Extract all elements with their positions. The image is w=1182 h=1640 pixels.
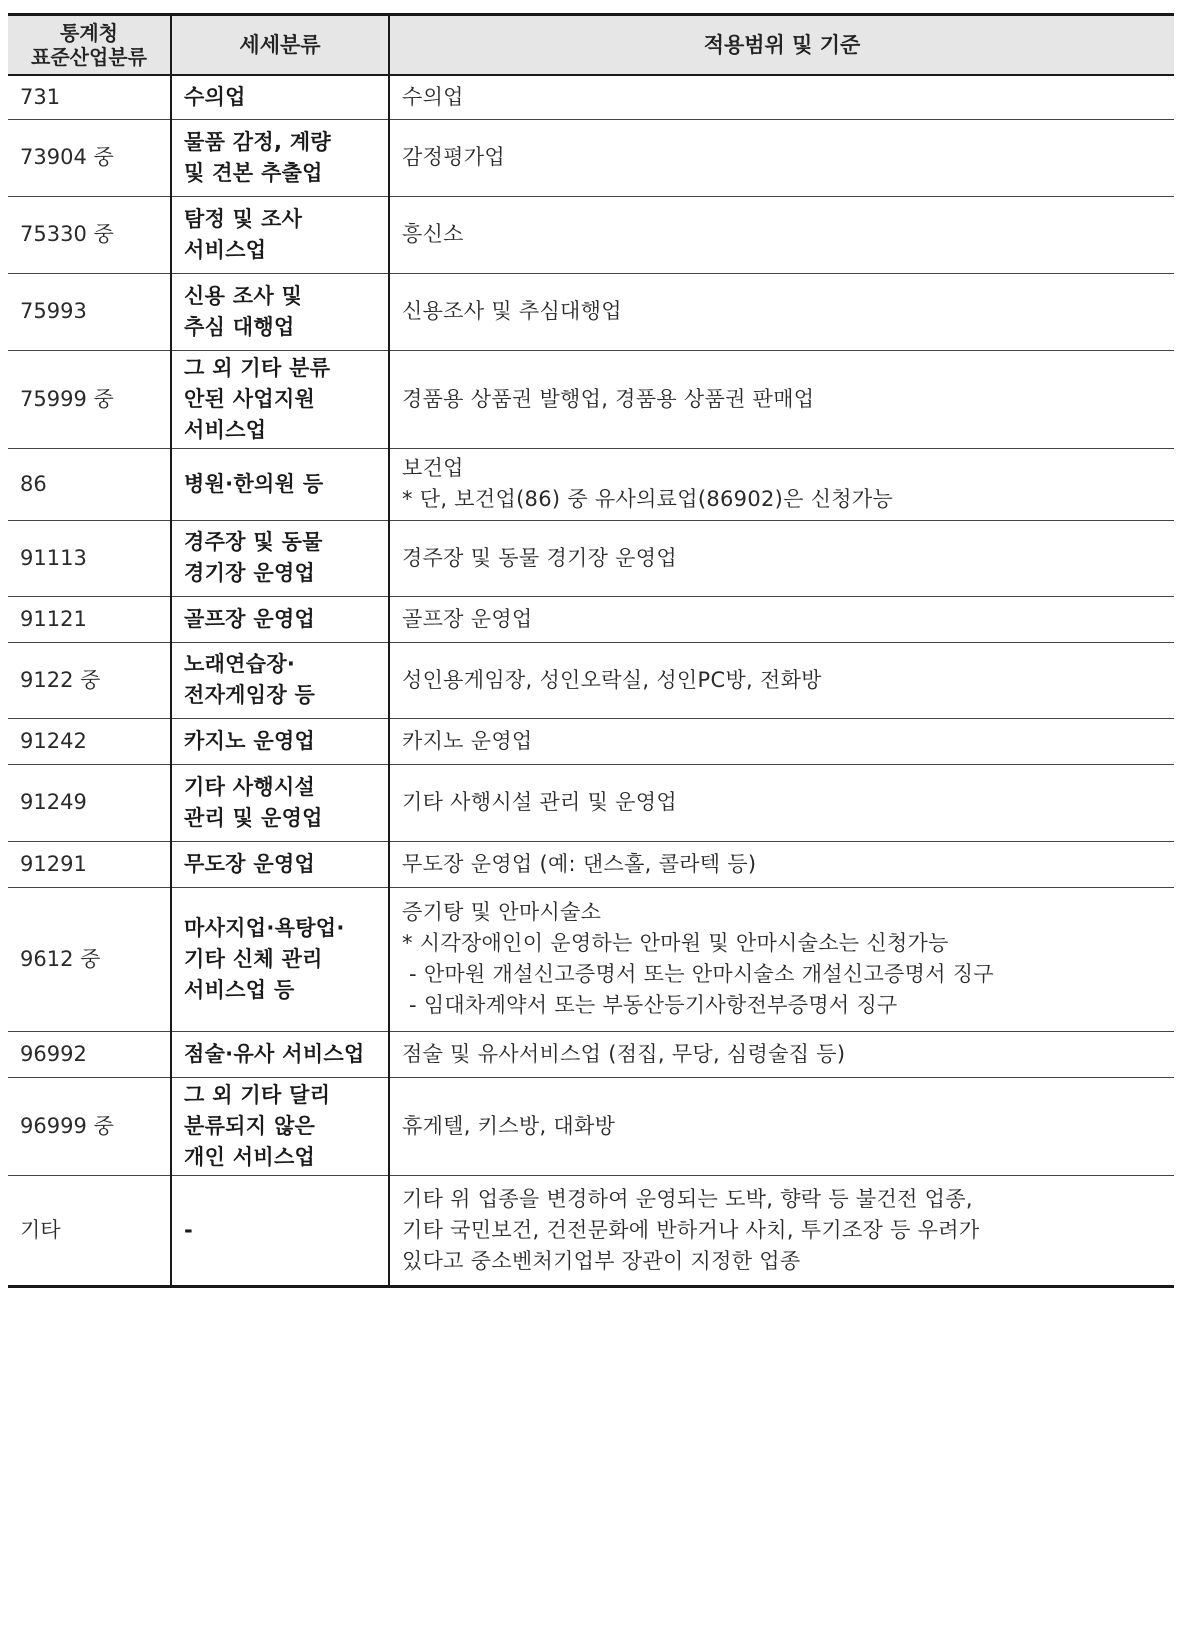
scope-line: 보건업 bbox=[402, 456, 464, 480]
subclass-line: 서비스업 bbox=[184, 237, 267, 262]
industry-code-cell: 9122 중 bbox=[8, 642, 171, 718]
scope-criteria-cell bbox=[389, 596, 1174, 642]
table-row bbox=[8, 350, 1174, 448]
scope-line: 휴게텔, 키스방, 대화방 bbox=[402, 1113, 616, 1138]
table-row bbox=[8, 119, 1174, 196]
scope-criteria-cell bbox=[389, 1031, 1174, 1077]
subclass-cell bbox=[171, 273, 389, 350]
scope-criteria-cell bbox=[389, 764, 1174, 841]
subclass-line: 분류되지 않은 bbox=[184, 1113, 316, 1138]
scope-line: - 임대차계약서 또는 부동산등기사항전부증명서 징구 bbox=[402, 993, 898, 1017]
scope-criteria-cell bbox=[389, 642, 1174, 718]
header-standard-industry-classification bbox=[8, 15, 171, 76]
scope-line: 수의업 bbox=[402, 84, 464, 109]
scope-criteria-cell bbox=[389, 1175, 1174, 1286]
industry-code-cell: 75330 중 bbox=[8, 196, 171, 273]
subclass-cell bbox=[171, 196, 389, 273]
subclass-line: 개인 서비스업 bbox=[184, 1144, 316, 1169]
table-row bbox=[8, 273, 1174, 350]
subclass-line: 기타 사행시설 bbox=[184, 774, 316, 799]
subclass-line: 카지노 운영업 bbox=[184, 728, 316, 753]
industry-code-cell: 731 bbox=[8, 75, 171, 119]
header-subclass bbox=[171, 15, 389, 76]
scope-criteria-cell bbox=[389, 1077, 1174, 1175]
subclass-line: 노래연습장· bbox=[184, 652, 296, 676]
table-row bbox=[8, 764, 1174, 841]
scope-criteria-cell bbox=[389, 196, 1174, 273]
subclass-cell bbox=[171, 887, 389, 1031]
table-row bbox=[8, 841, 1174, 887]
scope-line: 골프장 운영업 bbox=[402, 606, 533, 631]
subclass-cell bbox=[171, 119, 389, 196]
table-header bbox=[8, 15, 1174, 76]
subclass-line: 병원·한의원 등 bbox=[184, 471, 324, 496]
subclass-cell bbox=[171, 1031, 389, 1077]
table-row bbox=[8, 75, 1174, 119]
scope-line: 성인용게임장, 성인오락실, 성인PC방, 전화방 bbox=[402, 667, 822, 692]
scope-criteria-cell bbox=[389, 119, 1174, 196]
industry-code-cell: 91113 bbox=[8, 520, 171, 596]
subclass-line: - bbox=[184, 1217, 194, 1242]
industry-classification-table bbox=[8, 13, 1174, 1288]
scope-criteria-cell bbox=[389, 520, 1174, 596]
table-row bbox=[8, 1175, 1174, 1286]
subclass-line: 수의업 bbox=[184, 84, 246, 109]
industry-code-cell: 96992 bbox=[8, 1031, 171, 1077]
subclass-cell bbox=[171, 520, 389, 596]
scope-line: 신용조사 및 추심대행업 bbox=[402, 299, 622, 323]
scope-line: * 시각장애인이 운영하는 안마원 및 안마시술소는 신청가능 bbox=[402, 931, 949, 955]
subclass-line: 골프장 운영업 bbox=[184, 606, 316, 631]
table-row bbox=[8, 596, 1174, 642]
subclass-cell bbox=[171, 718, 389, 764]
subclass-line: 전자게임장 등 bbox=[184, 683, 316, 707]
table-row bbox=[8, 196, 1174, 273]
industry-code-cell: 86 bbox=[8, 448, 171, 520]
scope-criteria-cell bbox=[389, 718, 1174, 764]
scope-line: 카지노 운영업 bbox=[402, 728, 533, 753]
industry-code-cell: 91242 bbox=[8, 718, 171, 764]
subclass-line: 탐정 및 조사 bbox=[184, 206, 303, 231]
subclass-line: 마사지업·욕탕업· bbox=[184, 915, 345, 940]
subclass-cell bbox=[171, 841, 389, 887]
scope-line: - 안마원 개설신고증명서 또는 안마시술소 개설신고증명서 징구 bbox=[402, 962, 994, 986]
subclass-line: 무도장 운영업 bbox=[184, 851, 316, 876]
industry-code-cell: 91291 bbox=[8, 841, 171, 887]
scope-line: * 단, 보건업(86) 중 유사의료업(86902)은 신청가능 bbox=[402, 487, 894, 511]
scope-line: 기타 사행시설 관리 및 운영업 bbox=[402, 790, 677, 814]
subclass-line: 점술·유사 서비스업 bbox=[184, 1041, 365, 1066]
subclass-line: 추심 대행업 bbox=[184, 314, 295, 339]
subclass-cell bbox=[171, 1077, 389, 1175]
header-line: 표준산업분류 bbox=[31, 45, 147, 69]
table-body bbox=[8, 75, 1174, 1286]
table-row bbox=[8, 1031, 1174, 1077]
subclass-line: 신용 조사 및 bbox=[184, 283, 303, 308]
table-row bbox=[8, 520, 1174, 596]
scope-line: 경주장 및 동물 경기장 운영업 bbox=[402, 545, 677, 570]
industry-code-cell: 91249 bbox=[8, 764, 171, 841]
industry-code-cell: 91121 bbox=[8, 596, 171, 642]
table-row bbox=[8, 1077, 1174, 1175]
scope-criteria-cell bbox=[389, 273, 1174, 350]
subclass-line: 및 견본 추출업 bbox=[184, 160, 323, 185]
subclass-cell bbox=[171, 642, 389, 718]
table-row bbox=[8, 642, 1174, 718]
scope-line: 점술 및 유사서비스업 (점집, 무당, 심령술집 등) bbox=[402, 1041, 846, 1066]
subclass-cell bbox=[171, 764, 389, 841]
table-row bbox=[8, 887, 1174, 1031]
industry-code-cell: 73904 중 bbox=[8, 119, 171, 196]
subclass-line: 서비스업 등 bbox=[184, 977, 295, 1002]
industry-code-cell: 기타 bbox=[8, 1175, 171, 1286]
header-line: 적용범위 및 기준 bbox=[703, 32, 861, 57]
industry-code-cell: 9612 중 bbox=[8, 887, 171, 1031]
scope-criteria-cell bbox=[389, 887, 1174, 1031]
subclass-line: 그 외 기타 달리 bbox=[184, 1082, 331, 1107]
scope-line: 경품용 상품권 발행업, 경품용 상품권 판매업 bbox=[402, 386, 815, 411]
scope-line: 있다고 중소벤처기업부 장관이 지정한 업종 bbox=[402, 1248, 801, 1273]
subclass-cell bbox=[171, 75, 389, 119]
scope-line: 기타 국민보건, 건전문화에 반하거나 사치, 투기조장 등 우려가 bbox=[402, 1217, 980, 1242]
table-row bbox=[8, 448, 1174, 520]
subclass-cell bbox=[171, 350, 389, 448]
subclass-line: 그 외 기타 분류 bbox=[184, 355, 331, 380]
industry-code-cell: 75993 bbox=[8, 273, 171, 350]
header-scope-criteria bbox=[389, 15, 1174, 76]
subclass-line: 물품 감정, 계량 bbox=[184, 129, 332, 154]
subclass-line: 관리 및 운영업 bbox=[184, 805, 323, 830]
header-line: 세세분류 bbox=[239, 32, 321, 57]
scope-line: 무도장 운영업 (예: 댄스홀, 콜라텍 등) bbox=[402, 851, 757, 876]
subclass-line: 서비스업 bbox=[184, 417, 267, 442]
industry-code-cell: 75999 중 bbox=[8, 350, 171, 448]
subclass-cell bbox=[171, 596, 389, 642]
scope-line: 기타 위 업종을 변경하여 운영되는 도박, 향락 등 불건전 업종, bbox=[402, 1186, 973, 1211]
subclass-line: 안된 사업지원 bbox=[184, 386, 316, 411]
subclass-line: 경주장 및 동물 bbox=[184, 530, 323, 554]
subclass-line: 기타 신체 관리 bbox=[184, 946, 323, 971]
industry-code-cell: 96999 중 bbox=[8, 1077, 171, 1175]
scope-criteria-cell bbox=[389, 350, 1174, 448]
subclass-line: 경기장 운영업 bbox=[184, 561, 316, 585]
scope-line: 흥신소 bbox=[402, 222, 464, 246]
subclass-cell bbox=[171, 1175, 389, 1286]
header-row bbox=[8, 15, 1174, 76]
header-line: 통계청 bbox=[60, 21, 118, 45]
scope-criteria-cell bbox=[389, 841, 1174, 887]
subclass-cell bbox=[171, 448, 389, 520]
table-row bbox=[8, 718, 1174, 764]
scope-criteria-cell bbox=[389, 448, 1174, 520]
document-page bbox=[8, 13, 1174, 1288]
scope-line: 감정평가업 bbox=[402, 145, 505, 169]
scope-line: 증기탕 및 안마시술소 bbox=[402, 900, 602, 924]
scope-criteria-cell bbox=[389, 75, 1174, 119]
